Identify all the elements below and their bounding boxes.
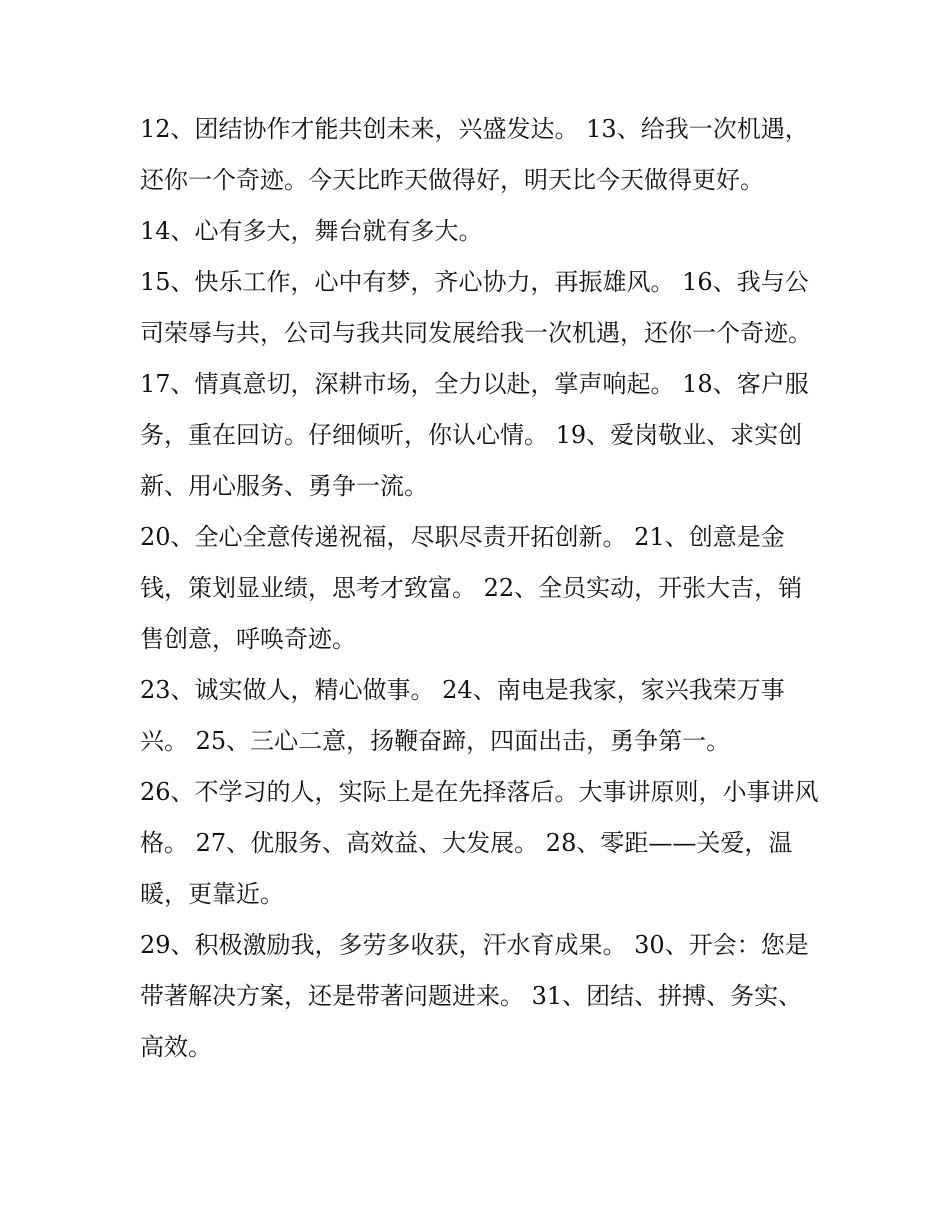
paragraph-23-25: 23、诚实做人，精心做事。 24、南电是我家，家兴我荣万事兴。 25、三心二意，扬鞭奋蹄，四面出击，勇争第一。: [140, 676, 785, 755]
paragraph-26-28: 26、不学习的人，实际上是在先择落后。大事讲原则，小事讲风格。 27、优服务、高效益、大发展。 28、零距——关爱，温暖，更靠近。: [140, 778, 819, 908]
paragraph-17-19: 17、情真意切，深耕市场，全力以赴，掌声响起。 18、客户服务，重在回访。仔细倾听，你认心情。 19、爱岗敬业、求实创新、用心服务、勇争一流。: [140, 370, 809, 500]
paragraph-15-16: 15、快乐工作，心中有梦，齐心协力，再振雄风。 16、我与公司荣辱与共，公司与我共同发展给我一次机遇，还你一个奇迹。: [140, 268, 812, 347]
paragraph-14: 14、心有多大，舞台就有多大。: [140, 217, 483, 245]
paragraph-12-13: 12、团结协作才能共创未来，兴盛发达。 13、给我一次机遇，还你一个奇迹。今天比昨天做得好，明天比今天做得更好。: [140, 115, 809, 194]
paragraph-20-22: 20、全心全意传递祝福，尽职尽责开拓创新。 21、创意是金钱，策划显业绩，思考才致富。 22、全员实动，开张大吉，销售创意，呼唤奇迹。: [140, 523, 803, 653]
paragraph-29-31: 29、积极激励我，多劳多收获，汗水育成果。 30、开会：您是带著解决方案，还是带著问题进来。 31、团结、拼搏、务实、高效。: [140, 931, 809, 1061]
document-body: [140, 104, 820, 1073]
